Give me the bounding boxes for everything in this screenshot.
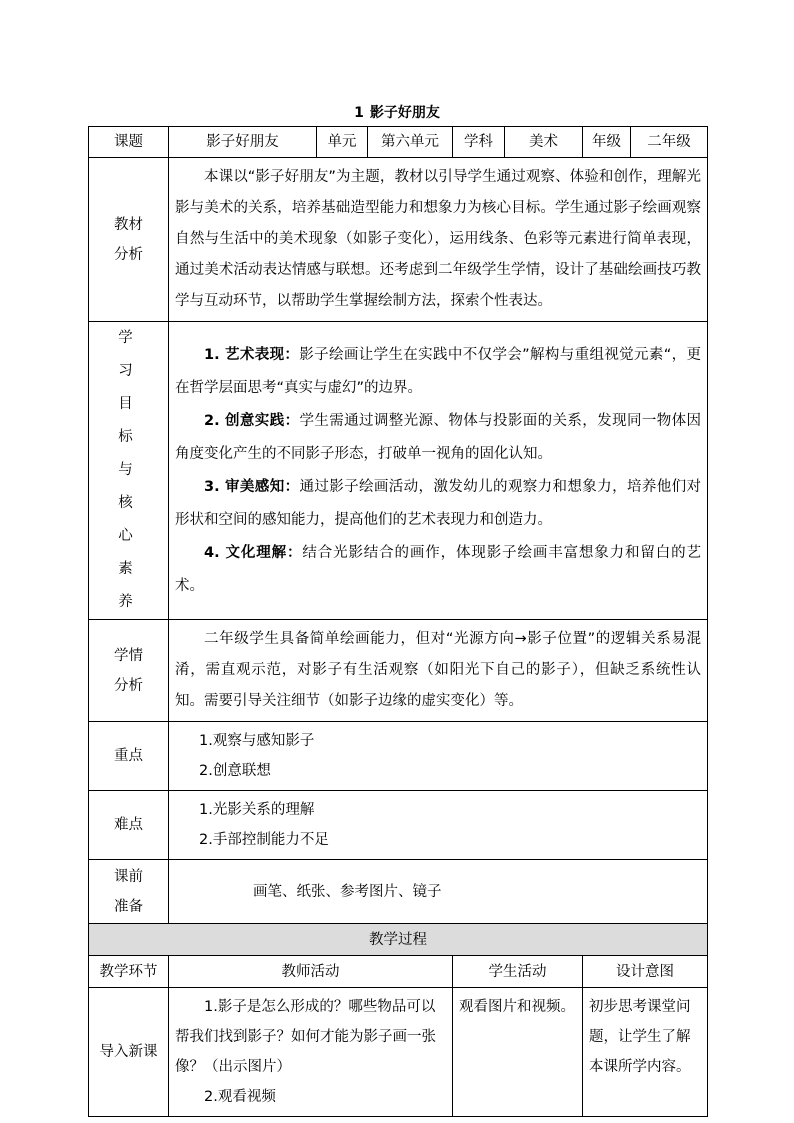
grade-value: 二年级	[631, 127, 708, 158]
topic-value: 影子好朋友	[169, 127, 317, 158]
title-number: 1	[354, 105, 364, 121]
objective-item: 4. 文化理解：结合光影结合的画作，体现影子绘画丰富想象力和留白的艺术。	[175, 544, 701, 594]
grade-label: 年级	[583, 127, 631, 158]
difficulty-item: 2.手部控制能力不足	[199, 832, 329, 848]
textbook-analysis-label: 教材分析	[89, 158, 169, 322]
difficulties-row	[89, 791, 708, 860]
unit-label: 单元	[317, 127, 368, 158]
objectives-label: 学习目标与核心素养	[89, 322, 169, 620]
unit-value: 第六单元	[368, 127, 453, 158]
stage-cell: 导入新课	[89, 988, 169, 1117]
process-row	[89, 988, 708, 1117]
lesson-plan-table	[88, 126, 708, 1117]
objective-item: 3. 审美感知：通过影子绘画活动，激发幼儿的观察力和想象力，培养他们对形状和空间的感知能力，提高他们的艺术表现力和创造力。	[175, 478, 701, 528]
title-text: 影子好朋友	[369, 105, 440, 121]
textbook-analysis-row	[89, 158, 708, 322]
preparation-text: 画笔、纸张、参考图片、镜子	[169, 860, 708, 924]
process-column-headers	[89, 956, 708, 988]
objective-item: 1. 艺术表现：影子绘画让学生在实践中不仅学会”解构与重组视觉元素“，更在哲学层面思考“真实与虚幻”的边界。	[175, 346, 701, 396]
difficulty-item: 1.光影关系的理解	[199, 802, 315, 818]
student-activity-cell: 观看图片和视频。	[453, 988, 583, 1117]
key-point-item: 1.观察与感知影子	[199, 733, 315, 749]
design-intent-cell: 初步思考课堂问题，让学生了解本课所学内容。	[583, 988, 708, 1117]
topic-label: 课题	[89, 127, 169, 158]
key-point-item: 2.创意联想	[199, 763, 271, 779]
difficulties-list	[169, 791, 708, 860]
objectives-row	[89, 322, 708, 620]
preparation-row	[89, 860, 708, 924]
teacher-activity-cell	[169, 988, 453, 1117]
page-title	[0, 104, 794, 122]
learner-analysis-label: 学情分析	[89, 620, 169, 722]
col-header-student: 学生活动	[453, 956, 583, 988]
teacher-activity-line: 2.观看视频	[204, 1089, 276, 1105]
objectives-list	[169, 322, 708, 620]
preparation-label: 课前准备	[89, 860, 169, 924]
process-section-header	[89, 924, 708, 956]
process-section-title: 教学过程	[89, 924, 708, 956]
teacher-activity-line: 1.影子是怎么形成的？哪些物品可以帮我们找到影子？如何才能为影子画一张像？（出示图片）	[175, 999, 436, 1075]
learner-analysis-row	[89, 620, 708, 722]
objective-item: 2. 创意实践：学生需通过调整光源、物体与投影面的关系，发现同一物体因角度变化产生的不同影子形态，打破单一视角的固化认知。	[175, 412, 701, 462]
col-header-stage: 教学环节	[89, 956, 169, 988]
key-points-row	[89, 722, 708, 791]
subject-label: 学科	[453, 127, 505, 158]
info-row	[89, 127, 708, 158]
subject-value: 美术	[505, 127, 583, 158]
key-points-list	[169, 722, 708, 791]
difficulties-label: 难点	[89, 791, 169, 860]
col-header-intent: 设计意图	[583, 956, 708, 988]
col-header-teacher: 教师活动	[169, 956, 453, 988]
learner-analysis-text: 二年级学生具备简单绘画能力，但对“光源方向→影子位置”的逻辑关系易混淆，需直观示范，对影子有生活观察（如阳光下自己的影子），但缺乏系统性认知。需要引导关注细节（如影子边缘的虚实变化）等。	[169, 620, 708, 722]
textbook-analysis-text: 本课以“影子好朋友”为主题，教材以引导学生通过观察、体验和创作，理解光影与美术的关系，培养基础造型能力和想象力为核心目标。学生通过影子绘画观察自然与生活中的美术现象（如影子变化），运用线条、色彩等元素进行简单表现，通过美术活动表达情感与联想。还考虑到二年级学生学情，设计了基础绘画技巧教学与互动环节，以帮助学生掌握绘制方法，探索个性表达。	[169, 158, 708, 322]
key-points-label: 重点	[89, 722, 169, 791]
